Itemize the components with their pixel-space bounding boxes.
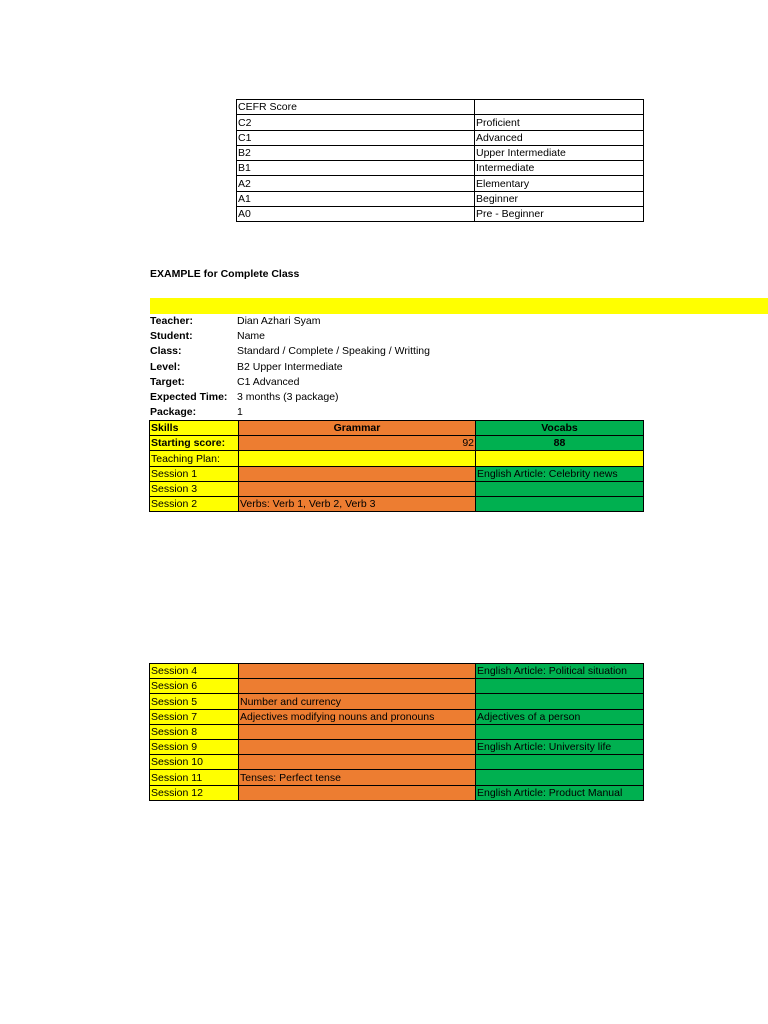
vocabs-header: Vocabs [476, 421, 644, 436]
student-value: Name [237, 330, 266, 343]
cefr-code: C1 [237, 130, 475, 145]
session-row [150, 481, 644, 496]
cefr-table [236, 99, 644, 222]
cefr-level: Elementary [475, 176, 644, 191]
cefr-row [237, 191, 644, 206]
session-vocabs: English Article: Celebrity news [476, 466, 644, 481]
cefr-row [237, 161, 644, 176]
session-label: Session 3 [150, 481, 239, 496]
teaching-plan-vocabs [476, 451, 644, 466]
cefr-row [237, 115, 644, 130]
cefr-code: B2 [237, 145, 475, 160]
session-grammar: Number and currency [239, 694, 476, 709]
class-value: Standard / Complete / Speaking / Writting [237, 345, 430, 358]
session-vocabs [476, 755, 644, 770]
session-vocabs [476, 694, 644, 709]
info-row-teacher [150, 314, 430, 329]
highlight-band [150, 298, 768, 314]
session-label: Session 8 [150, 724, 239, 739]
session-label: Session 12 [150, 785, 239, 800]
session-row [150, 664, 644, 679]
session-vocabs [476, 770, 644, 785]
level-label: Level: [150, 360, 181, 373]
grammar-header: Grammar [239, 421, 476, 436]
starting-score-label: Starting score: [150, 436, 239, 451]
session-vocabs [476, 679, 644, 694]
target-value: C1 Advanced [237, 375, 300, 388]
session-row [150, 739, 644, 754]
session-vocabs: English Article: Political situation [476, 664, 644, 679]
cefr-level: Upper Intermediate [475, 145, 644, 160]
session-grammar [239, 785, 476, 800]
info-row-expected [150, 390, 430, 405]
grammar-score: 92 [239, 436, 476, 451]
cefr-code: C2 [237, 115, 475, 130]
class-label: Class: [150, 345, 182, 358]
session-grammar [239, 724, 476, 739]
session-vocabs [476, 481, 644, 496]
cefr-level: Advanced [475, 130, 644, 145]
info-row-level [150, 360, 430, 375]
session-vocabs: English Article: Product Manual [476, 785, 644, 800]
session-grammar [239, 679, 476, 694]
session-row [150, 694, 644, 709]
session-grammar: Adjectives modifying nouns and pronouns [239, 709, 476, 724]
cefr-row [237, 130, 644, 145]
vocabs-score: 88 [476, 436, 644, 451]
session-label: Session 9 [150, 739, 239, 754]
session-row [150, 770, 644, 785]
teaching-plan-table-continued [149, 663, 644, 801]
session-grammar [239, 481, 476, 496]
session-row [150, 466, 644, 481]
session-row [150, 755, 644, 770]
session-vocabs: Adjectives of a person [476, 709, 644, 724]
expected-label: Expected Time: [150, 390, 228, 403]
teacher-value: Dian Azhari Syam [237, 315, 321, 327]
session-label: Session 10 [150, 755, 239, 770]
session-vocabs [476, 724, 644, 739]
cefr-header-level [475, 100, 644, 115]
teacher-label: Teacher: [150, 315, 193, 327]
package-value: 1 [237, 406, 243, 419]
teaching-plan-label: Teaching Plan: [150, 451, 239, 466]
teaching-plan-table [149, 420, 644, 512]
cefr-code: A2 [237, 176, 475, 191]
session-label: Session 5 [150, 694, 239, 709]
session-row [150, 785, 644, 800]
package-label: Package: [150, 406, 197, 419]
cefr-header-score: CEFR Score [237, 100, 475, 115]
cefr-code: B1 [237, 161, 475, 176]
cefr-row [237, 145, 644, 160]
session-label: Session 11 [150, 770, 239, 785]
session-label: Session 7 [150, 709, 239, 724]
session-vocabs: English Article: University life [476, 739, 644, 754]
target-label: Target: [150, 375, 185, 388]
session-label: Session 2 [150, 496, 239, 511]
starting-score-row [150, 436, 644, 451]
cefr-row [237, 176, 644, 191]
session-grammar [239, 739, 476, 754]
cefr-header-row [237, 100, 644, 115]
cefr-row [237, 207, 644, 222]
example-title: EXAMPLE for Complete Class [150, 268, 300, 280]
session-label: Session 4 [150, 664, 239, 679]
cefr-code: A0 [237, 207, 475, 222]
session-grammar [239, 466, 476, 481]
cefr-level: Beginner [475, 191, 644, 206]
cefr-level: Intermediate [475, 161, 644, 176]
teaching-plan-grammar [239, 451, 476, 466]
skills-header-row [150, 421, 644, 436]
cefr-code: A1 [237, 191, 475, 206]
level-value: B2 Upper Intermediate [237, 360, 343, 373]
expected-value: 3 months (3 package) [237, 390, 339, 403]
session-label: Session 1 [150, 466, 239, 481]
session-row [150, 496, 644, 511]
teaching-plan-row [150, 451, 644, 466]
session-vocabs [476, 496, 644, 511]
cefr-level: Pre - Beginner [475, 207, 644, 222]
skills-label: Skills [150, 421, 239, 436]
info-row-package [150, 405, 430, 420]
session-row [150, 724, 644, 739]
cefr-level: Proficient [475, 115, 644, 130]
info-row-student [150, 329, 430, 344]
session-row [150, 679, 644, 694]
session-grammar: Tenses: Perfect tense [239, 770, 476, 785]
session-grammar [239, 755, 476, 770]
session-label: Session 6 [150, 679, 239, 694]
class-info [150, 314, 430, 420]
session-grammar: Verbs: Verb 1, Verb 2, Verb 3 [239, 496, 476, 511]
session-row [150, 709, 644, 724]
info-row-class [150, 344, 430, 359]
info-row-target [150, 375, 430, 390]
session-grammar [239, 664, 476, 679]
student-label: Student: [150, 330, 193, 343]
